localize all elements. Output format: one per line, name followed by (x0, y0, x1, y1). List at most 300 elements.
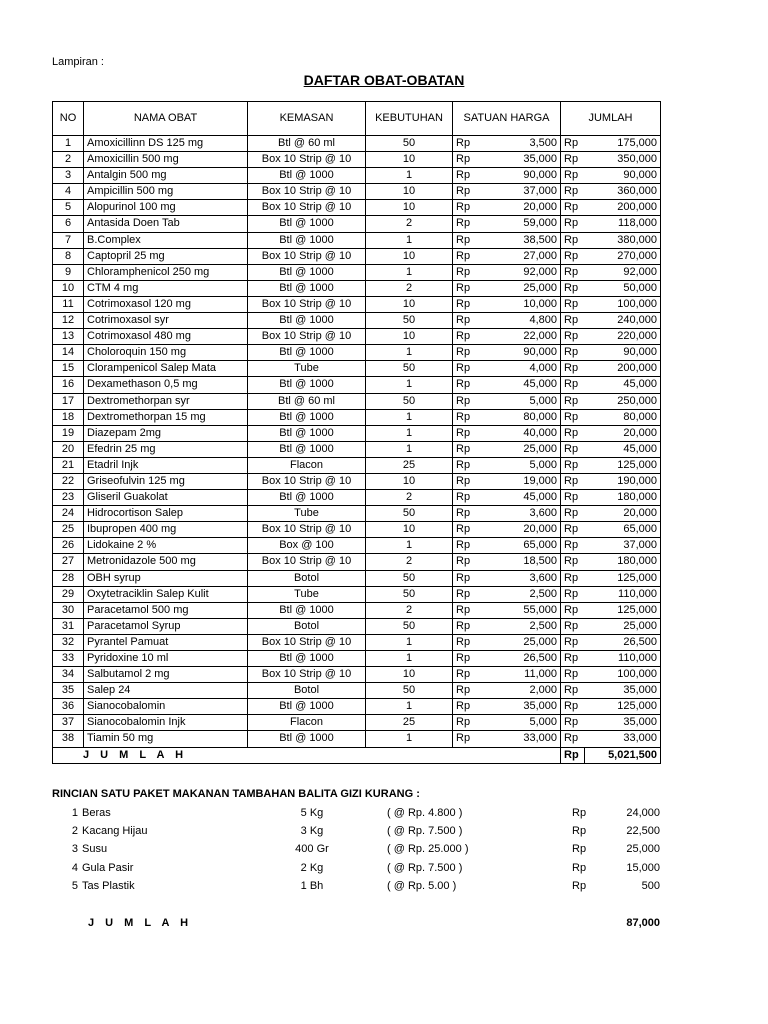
cell-kemasan: Btl @ 1000 (248, 441, 366, 457)
cell-kemasan: Flacon (248, 715, 366, 731)
cell-kebutuhan: 50 (366, 361, 453, 377)
cell-harga-currency: Rp (453, 329, 507, 345)
cell-no: 33 (53, 651, 84, 667)
paket-total: 24,000 (626, 807, 660, 820)
cell-no: 10 (53, 280, 84, 296)
cell-jumlah-currency: Rp (561, 168, 585, 184)
cell-no: 13 (53, 329, 84, 345)
cell-kemasan: Btl @ 1000 (248, 168, 366, 184)
cell-no: 31 (53, 618, 84, 634)
cell-nama-obat: Dexamethason 0,5 mg (84, 377, 248, 393)
cell-kebutuhan: 1 (366, 425, 453, 441)
paket-spacer (347, 840, 387, 858)
cell-jumlah-currency: Rp (561, 457, 585, 473)
cell-satuan-harga: 5,000 (507, 715, 561, 731)
cell-satuan-harga: 45,000 (507, 377, 561, 393)
cell-kemasan: Box 10 Strip @ 10 (248, 634, 366, 650)
cell-jumlah: 125,000 (585, 570, 661, 586)
cell-jumlah: 118,000 (585, 216, 661, 232)
cell-jumlah-currency: Rp (561, 699, 585, 715)
cell-kemasan: Btl @ 1000 (248, 216, 366, 232)
paket-total-label: J U M L A H (88, 917, 193, 929)
paket-qty: 5 Kg (300, 807, 324, 820)
cell-kebutuhan: 1 (366, 377, 453, 393)
table-row (53, 651, 661, 667)
table-row (53, 731, 661, 747)
cell-harga-currency: Rp (453, 441, 507, 457)
cell-kebutuhan: 1 (366, 634, 453, 650)
paket-spacer (347, 877, 387, 895)
cell-kebutuhan: 10 (366, 329, 453, 345)
table-row (53, 136, 661, 152)
paket-no: 2 (71, 825, 78, 838)
table-row (53, 506, 661, 522)
cell-kebutuhan: 1 (366, 345, 453, 361)
table-row (53, 200, 661, 216)
cell-no: 15 (53, 361, 84, 377)
cell-kemasan: Box 10 Strip @ 10 (248, 152, 366, 168)
cell-kebutuhan: 10 (366, 473, 453, 489)
cell-jumlah-currency: Rp (561, 522, 585, 538)
paket-harga: ( @ Rp. 7.500 ) (387, 825, 463, 838)
cell-kebutuhan: 2 (366, 602, 453, 618)
cell-satuan-harga: 20,000 (507, 200, 561, 216)
cell-nama-obat: Cotrimoxasol syr (84, 313, 248, 329)
paket-nama: Kacang Hijau (82, 825, 148, 838)
paket-nama: Gula Pasir (82, 861, 134, 874)
cell-kebutuhan: 10 (366, 200, 453, 216)
cell-jumlah-currency: Rp (561, 232, 585, 248)
paket-spacer (347, 822, 387, 840)
cell-harga-currency: Rp (453, 618, 507, 634)
cell-jumlah-currency: Rp (561, 731, 585, 747)
cell-jumlah: 45,000 (585, 377, 661, 393)
cell-kebutuhan: 1 (366, 699, 453, 715)
cell-harga-currency: Rp (453, 570, 507, 586)
cell-nama-obat: Ampicillin 500 mg (84, 184, 248, 200)
cell-jumlah-currency: Rp (561, 473, 585, 489)
cell-satuan-harga: 45,000 (507, 490, 561, 506)
cell-jumlah-currency: Rp (561, 618, 585, 634)
cell-no: 8 (53, 248, 84, 264)
paket-currency: Rp (572, 807, 587, 820)
cell-jumlah: 20,000 (585, 506, 661, 522)
table-row (53, 280, 661, 296)
cell-jumlah-currency: Rp (561, 345, 585, 361)
paket-nama: Susu (82, 843, 108, 856)
cell-jumlah-currency: Rp (561, 602, 585, 618)
cell-jumlah: 220,000 (585, 329, 661, 345)
cell-satuan-harga: 26,500 (507, 651, 561, 667)
cell-nama-obat: Pyridoxine 10 ml (84, 651, 248, 667)
cell-satuan-harga: 25,000 (507, 441, 561, 457)
paket-currency: Rp (572, 825, 587, 838)
cell-harga-currency: Rp (453, 264, 507, 280)
table-row (53, 264, 661, 280)
cell-satuan-harga: 11,000 (507, 667, 561, 683)
cell-jumlah: 80,000 (585, 409, 661, 425)
cell-no: 7 (53, 232, 84, 248)
cell-nama-obat: Oxytetraciklin Salep Kulit (84, 586, 248, 602)
cell-kemasan: Btl @ 1000 (248, 377, 366, 393)
cell-nama-obat: Salbutamol 2 mg (84, 667, 248, 683)
paket-no: 3 (71, 843, 78, 856)
cell-jumlah-currency: Rp (561, 683, 585, 699)
cell-jumlah: 360,000 (585, 184, 661, 200)
cell-satuan-harga: 35,000 (507, 699, 561, 715)
cell-no: 11 (53, 296, 84, 312)
cell-kemasan: Btl @ 1000 (248, 731, 366, 747)
paket-spacer (347, 859, 387, 877)
cell-nama-obat: Lidokaine 2 % (84, 538, 248, 554)
cell-kebutuhan: 50 (366, 136, 453, 152)
paket-table (52, 804, 660, 895)
paket-total: 500 (641, 879, 660, 892)
cell-satuan-harga: 27,000 (507, 248, 561, 264)
cell-no: 9 (53, 264, 84, 280)
cell-jumlah-currency: Rp (561, 538, 585, 554)
cell-kemasan: Flacon (248, 457, 366, 473)
cell-jumlah: 35,000 (585, 683, 661, 699)
paket-harga: ( @ Rp. 7.500 ) (387, 861, 463, 874)
paket-table-body (52, 804, 660, 895)
table-row (53, 345, 661, 361)
cell-satuan-harga: 5,000 (507, 457, 561, 473)
table-row (53, 699, 661, 715)
paket-harga: ( @ Rp. 25.000 ) (387, 843, 469, 856)
cell-kemasan: Box 10 Strip @ 10 (248, 248, 366, 264)
cell-jumlah-currency: Rp (561, 490, 585, 506)
cell-no: 21 (53, 457, 84, 473)
cell-kebutuhan: 1 (366, 232, 453, 248)
paket-no: 5 (71, 879, 78, 892)
table-row (53, 683, 661, 699)
paket-row (52, 859, 660, 877)
cell-jumlah: 45,000 (585, 441, 661, 457)
cell-kebutuhan: 50 (366, 586, 453, 602)
cell-nama-obat: Dextromethorpan syr (84, 393, 248, 409)
cell-jumlah: 125,000 (585, 602, 661, 618)
cell-no: 28 (53, 570, 84, 586)
cell-kemasan: Box 10 Strip @ 10 (248, 296, 366, 312)
col-header-jumlah: JUMLAH (561, 102, 661, 136)
cell-jumlah: 200,000 (585, 200, 661, 216)
cell-jumlah-currency: Rp (561, 651, 585, 667)
cell-harga-currency: Rp (453, 152, 507, 168)
paket-total-value: 87,000 (626, 917, 660, 929)
cell-harga-currency: Rp (453, 361, 507, 377)
cell-jumlah: 110,000 (585, 651, 661, 667)
cell-kemasan: Box 10 Strip @ 10 (248, 667, 366, 683)
paket-nama: Beras (82, 807, 111, 820)
cell-jumlah: 90,000 (585, 345, 661, 361)
cell-no: 14 (53, 345, 84, 361)
cell-nama-obat: Amoxicillin 500 mg (84, 152, 248, 168)
table-total-value: 5,021,500 (585, 747, 661, 763)
cell-no: 4 (53, 184, 84, 200)
cell-kemasan: Tube (248, 506, 366, 522)
cell-kebutuhan: 1 (366, 731, 453, 747)
cell-satuan-harga: 2,500 (507, 586, 561, 602)
cell-jumlah-currency: Rp (561, 248, 585, 264)
cell-satuan-harga: 4,800 (507, 313, 561, 329)
cell-jumlah: 26,500 (585, 634, 661, 650)
cell-no: 25 (53, 522, 84, 538)
cell-kebutuhan: 1 (366, 168, 453, 184)
cell-nama-obat: Antalgin 500 mg (84, 168, 248, 184)
table-row (53, 715, 661, 731)
cell-satuan-harga: 25,000 (507, 280, 561, 296)
cell-jumlah: 175,000 (585, 136, 661, 152)
cell-kemasan: Btl @ 1000 (248, 409, 366, 425)
cell-harga-currency: Rp (453, 522, 507, 538)
table-row (53, 473, 661, 489)
cell-no: 29 (53, 586, 84, 602)
cell-no: 3 (53, 168, 84, 184)
cell-harga-currency: Rp (453, 313, 507, 329)
cell-harga-currency: Rp (453, 602, 507, 618)
cell-jumlah-currency: Rp (561, 136, 585, 152)
table-row (53, 570, 661, 586)
cell-nama-obat: Metronidazole 500 mg (84, 554, 248, 570)
cell-jumlah-currency: Rp (561, 216, 585, 232)
cell-harga-currency: Rp (453, 473, 507, 489)
cell-kemasan: Btl @ 1000 (248, 425, 366, 441)
cell-no: 2 (53, 152, 84, 168)
cell-satuan-harga: 59,000 (507, 216, 561, 232)
cell-jumlah-currency: Rp (561, 280, 585, 296)
table-row (53, 667, 661, 683)
cell-harga-currency: Rp (453, 168, 507, 184)
cell-jumlah: 37,000 (585, 538, 661, 554)
paket-qty: 1 Bh (300, 879, 324, 892)
paket-qty: 2 Kg (300, 861, 324, 874)
cell-nama-obat: Griseofulvin 125 mg (84, 473, 248, 489)
cell-kebutuhan: 50 (366, 618, 453, 634)
cell-jumlah-currency: Rp (561, 296, 585, 312)
cell-satuan-harga: 55,000 (507, 602, 561, 618)
cell-jumlah-currency: Rp (561, 586, 585, 602)
cell-satuan-harga: 2,000 (507, 683, 561, 699)
cell-jumlah: 35,000 (585, 715, 661, 731)
cell-jumlah-currency: Rp (561, 200, 585, 216)
cell-satuan-harga: 20,000 (507, 522, 561, 538)
cell-no: 30 (53, 602, 84, 618)
table-total-row (53, 747, 661, 763)
cell-no: 1 (53, 136, 84, 152)
cell-kebutuhan: 50 (366, 506, 453, 522)
paket-nama: Tas Plastik (82, 879, 135, 892)
cell-kebutuhan: 2 (366, 216, 453, 232)
cell-nama-obat: Tiamin 50 mg (84, 731, 248, 747)
cell-satuan-harga: 38,500 (507, 232, 561, 248)
cell-harga-currency: Rp (453, 634, 507, 650)
cell-harga-currency: Rp (453, 200, 507, 216)
cell-jumlah: 380,000 (585, 232, 661, 248)
cell-jumlah-currency: Rp (561, 667, 585, 683)
cell-jumlah-currency: Rp (561, 264, 585, 280)
table-row (53, 538, 661, 554)
cell-jumlah-currency: Rp (561, 184, 585, 200)
table-row (53, 409, 661, 425)
cell-satuan-harga: 18,500 (507, 554, 561, 570)
cell-kebutuhan: 2 (366, 554, 453, 570)
cell-no: 19 (53, 425, 84, 441)
cell-no: 6 (53, 216, 84, 232)
cell-kebutuhan: 10 (366, 248, 453, 264)
cell-jumlah: 190,000 (585, 473, 661, 489)
cell-jumlah: 125,000 (585, 457, 661, 473)
cell-harga-currency: Rp (453, 184, 507, 200)
cell-kebutuhan: 2 (366, 490, 453, 506)
cell-kemasan: Box 10 Strip @ 10 (248, 329, 366, 345)
cell-nama-obat: Diazepam 2mg (84, 425, 248, 441)
cell-satuan-harga: 33,000 (507, 731, 561, 747)
cell-kebutuhan: 25 (366, 457, 453, 473)
cell-jumlah: 270,000 (585, 248, 661, 264)
cell-kemasan: Botol (248, 683, 366, 699)
table-row (53, 216, 661, 232)
cell-jumlah: 200,000 (585, 361, 661, 377)
table-row (53, 168, 661, 184)
cell-no: 22 (53, 473, 84, 489)
table-row (53, 329, 661, 345)
cell-satuan-harga: 35,000 (507, 152, 561, 168)
table-total-currency: Rp (561, 747, 585, 763)
cell-harga-currency: Rp (453, 296, 507, 312)
cell-harga-currency: Rp (453, 248, 507, 264)
table-row (53, 232, 661, 248)
cell-jumlah-currency: Rp (561, 313, 585, 329)
table-row (53, 554, 661, 570)
cell-harga-currency: Rp (453, 216, 507, 232)
cell-kemasan: Box 10 Strip @ 10 (248, 184, 366, 200)
paket-no: 1 (71, 807, 78, 820)
lampiran-label: Lampiran : (52, 56, 104, 68)
cell-nama-obat: Clorampenicol Salep Mata (84, 361, 248, 377)
cell-satuan-harga: 3,600 (507, 570, 561, 586)
cell-no: 36 (53, 699, 84, 715)
cell-nama-obat: Sianocobalomin Injk (84, 715, 248, 731)
cell-nama-obat: Gliseril Guakolat (84, 490, 248, 506)
drug-table (52, 101, 661, 764)
cell-no: 38 (53, 731, 84, 747)
paket-currency: Rp (572, 879, 587, 892)
table-row (53, 457, 661, 473)
cell-harga-currency: Rp (453, 280, 507, 296)
cell-nama-obat: Antasida Doen Tab (84, 216, 248, 232)
table-row (53, 152, 661, 168)
cell-no: 34 (53, 667, 84, 683)
cell-jumlah: 180,000 (585, 554, 661, 570)
cell-harga-currency: Rp (453, 506, 507, 522)
cell-kebutuhan: 10 (366, 296, 453, 312)
paket-harga: ( @ Rp. 4.800 ) (387, 807, 463, 820)
cell-kemasan: Btl @ 1000 (248, 313, 366, 329)
cell-nama-obat: Amoxicillinn DS 125 mg (84, 136, 248, 152)
paket-currency: Rp (572, 843, 587, 856)
cell-kemasan: Btl @ 1000 (248, 345, 366, 361)
table-row (53, 296, 661, 312)
cell-kebutuhan: 50 (366, 393, 453, 409)
cell-harga-currency: Rp (453, 409, 507, 425)
cell-harga-currency: Rp (453, 586, 507, 602)
cell-harga-currency: Rp (453, 136, 507, 152)
paket-qty: 3 Kg (300, 825, 324, 838)
cell-jumlah-currency: Rp (561, 393, 585, 409)
cell-kebutuhan: 10 (366, 667, 453, 683)
paket-harga: ( @ Rp. 5.00 ) (387, 879, 457, 892)
cell-harga-currency: Rp (453, 554, 507, 570)
cell-kemasan: Box 10 Strip @ 10 (248, 200, 366, 216)
cell-no: 17 (53, 393, 84, 409)
cell-nama-obat: Alopurinol 100 mg (84, 200, 248, 216)
cell-kebutuhan: 1 (366, 651, 453, 667)
page-title-text: DAFTAR OBAT-OBATAN (303, 72, 465, 88)
cell-no: 16 (53, 377, 84, 393)
cell-jumlah: 100,000 (585, 667, 661, 683)
cell-kemasan: Btl @ 1000 (248, 264, 366, 280)
cell-kebutuhan: 1 (366, 538, 453, 554)
paket-total: 15,000 (626, 861, 660, 874)
cell-jumlah: 33,000 (585, 731, 661, 747)
cell-nama-obat: Efedrin 25 mg (84, 441, 248, 457)
table-total-label: J U M L A H (53, 747, 561, 763)
paket-row (52, 822, 660, 840)
cell-jumlah: 240,000 (585, 313, 661, 329)
paket-row (52, 877, 660, 895)
cell-jumlah-currency: Rp (561, 554, 585, 570)
cell-satuan-harga: 90,000 (507, 345, 561, 361)
table-row (53, 441, 661, 457)
cell-nama-obat: Dextromethorpan 15 mg (84, 409, 248, 425)
table-row (53, 377, 661, 393)
page-title (0, 72, 768, 88)
cell-jumlah: 180,000 (585, 490, 661, 506)
cell-jumlah-currency: Rp (561, 152, 585, 168)
cell-jumlah-currency: Rp (561, 441, 585, 457)
cell-kemasan: Btl @ 1000 (248, 651, 366, 667)
col-header-kemasan: KEMASAN (248, 102, 366, 136)
cell-nama-obat: Cotrimoxasol 480 mg (84, 329, 248, 345)
cell-kebutuhan: 50 (366, 570, 453, 586)
cell-satuan-harga: 65,000 (507, 538, 561, 554)
cell-kemasan: Box 10 Strip @ 10 (248, 473, 366, 489)
cell-satuan-harga: 80,000 (507, 409, 561, 425)
table-row (53, 490, 661, 506)
paket-qty: 400 Gr (295, 843, 329, 856)
cell-nama-obat: Ibupropen 400 mg (84, 522, 248, 538)
cell-harga-currency: Rp (453, 377, 507, 393)
table-row (53, 586, 661, 602)
col-header-nama-obat: NAMA OBAT (84, 102, 248, 136)
cell-kemasan: Tube (248, 586, 366, 602)
cell-kemasan: Botol (248, 618, 366, 634)
cell-no: 20 (53, 441, 84, 457)
cell-kebutuhan: 1 (366, 441, 453, 457)
cell-satuan-harga: 25,000 (507, 634, 561, 650)
cell-kemasan: Btl @ 1000 (248, 280, 366, 296)
cell-harga-currency: Rp (453, 425, 507, 441)
cell-jumlah-currency: Rp (561, 425, 585, 441)
cell-kemasan: Botol (248, 570, 366, 586)
cell-nama-obat: Paracetamol Syrup (84, 618, 248, 634)
cell-jumlah-currency: Rp (561, 361, 585, 377)
cell-jumlah: 350,000 (585, 152, 661, 168)
cell-harga-currency: Rp (453, 731, 507, 747)
cell-no: 35 (53, 683, 84, 699)
cell-jumlah-currency: Rp (561, 570, 585, 586)
